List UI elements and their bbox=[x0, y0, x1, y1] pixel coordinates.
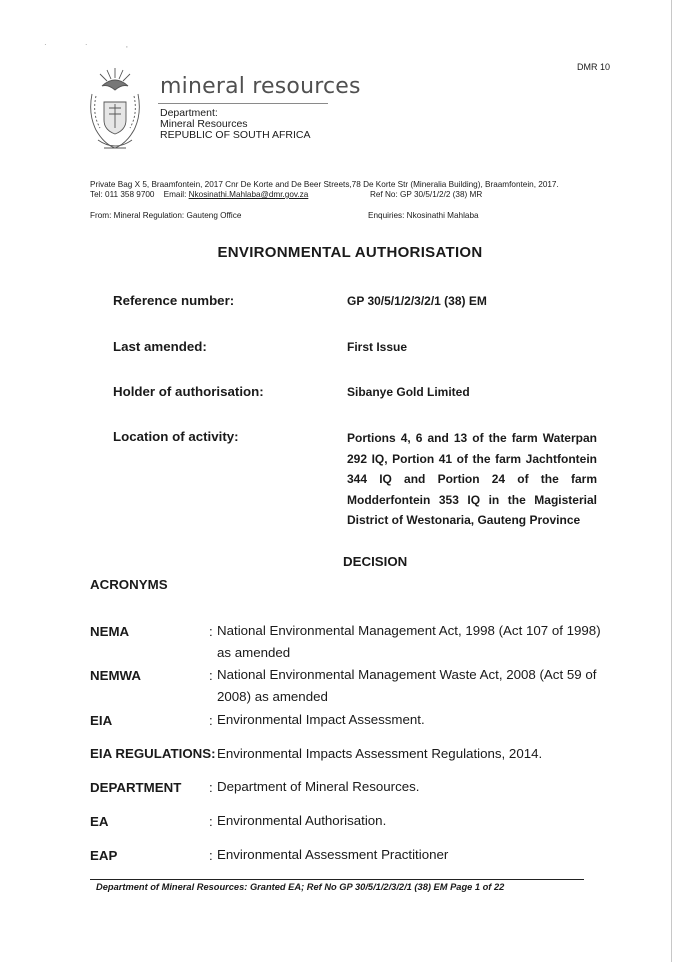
acronym-definition: Environmental Impact Assessment. bbox=[217, 712, 425, 727]
detail-label-holder: Holder of authorisation: bbox=[113, 384, 264, 399]
acronym-definition: Environmental Assessment Practitioner bbox=[217, 847, 449, 862]
brand-divider bbox=[158, 103, 328, 104]
email-link[interactable]: Nkosinathi.Mahlaba@dmr.gov.za bbox=[188, 190, 309, 199]
document-title: ENVIRONMENTAL AUTHORISATION bbox=[217, 244, 483, 261]
acronym-term: EIA bbox=[90, 713, 113, 728]
address-line: Private Bag X 5, Braamfontein, 2017 Cnr De Korte and De Beer Streets,78 De Korte Str (Mineralia Building), Braamfontein, 2017. bbox=[90, 180, 559, 189]
acronym-separator: : bbox=[209, 848, 213, 863]
acronyms-heading: ACRONYMS bbox=[90, 577, 168, 592]
acronym-term: NEMA bbox=[90, 624, 130, 639]
scan-edge bbox=[671, 0, 672, 962]
acronym-separator: : bbox=[209, 814, 213, 829]
reference-number-header: Ref No: GP 30/5/1/2/2 (38) MR bbox=[370, 190, 483, 199]
detail-label-location: Location of activity: bbox=[113, 429, 239, 444]
acronym-term: EAP bbox=[90, 848, 118, 863]
acronym-term: EA bbox=[90, 814, 109, 829]
dept-line-1: Department: bbox=[160, 107, 218, 119]
decision-heading: DECISION bbox=[343, 554, 408, 569]
telephone: Tel: 011 358 9700 bbox=[90, 190, 155, 199]
detail-value-amended: First Issue bbox=[347, 340, 408, 354]
acronym-definition: Environmental Authorisation. bbox=[217, 813, 387, 828]
enquiries: Enquiries: Nkosinathi Mahlaba bbox=[368, 211, 479, 220]
email-label: Email: bbox=[163, 190, 187, 199]
acronym-separator: : bbox=[209, 624, 213, 639]
acronym-definition: National Environmental Management Waste Act, 2008 (Act 59 of 2008) as amended bbox=[217, 667, 597, 704]
contact-block bbox=[90, 180, 559, 200]
coat-of-arms-icon bbox=[82, 64, 148, 156]
brand-wordmark: mineral resources bbox=[160, 74, 361, 99]
dept-line-3: REPUBLIC OF SOUTH AFRICA bbox=[160, 129, 311, 141]
acronym-separator: : bbox=[209, 668, 213, 683]
acronym-definition: Environmental Impacts Assessment Regulations, 2014. bbox=[217, 746, 543, 761]
acronym-term: EIA REGULATIONS: bbox=[90, 746, 216, 761]
dept-line-2: Mineral Resources bbox=[160, 118, 248, 130]
detail-value-reference: GP 30/5/1/2/3/2/1 (38) EM bbox=[347, 294, 487, 308]
page-footer: Department of Mineral Resources: Granted EA; Ref No GP 30/5/1/2/3/2/1 (38) EM Page 1 of 22 bbox=[96, 882, 505, 892]
acronym-separator: : bbox=[209, 780, 213, 795]
acronym-term: DEPARTMENT bbox=[90, 780, 182, 795]
detail-label-amended: Last amended: bbox=[113, 339, 207, 354]
acronym-definition: Department of Mineral Resources. bbox=[217, 779, 420, 794]
acronym-term: NEMWA bbox=[90, 668, 141, 683]
tel-email-line bbox=[90, 190, 559, 200]
department-block bbox=[160, 108, 311, 141]
detail-value-location: Portions 4, 6 and 13 of the farm Waterpan 292 IQ, Portion 41 of the farm Jachtfontein 344 IQ and Portion 24 of the farm Modderfontein 353 IQ in the Magisterial District of Westonaria, Gauteng Province bbox=[347, 431, 597, 527]
from-office: From: Mineral Regulation: Gauteng Office bbox=[90, 211, 242, 220]
scan-specks: · · , bbox=[44, 40, 146, 49]
document-code: DMR 10 bbox=[576, 62, 610, 72]
acronym-separator: : bbox=[209, 713, 213, 728]
acronym-definition: National Environmental Management Act, 1998 (Act 107 of 1998) as amended bbox=[217, 623, 601, 660]
footer-divider bbox=[90, 879, 584, 880]
detail-value-holder: Sibanye Gold Limited bbox=[347, 385, 470, 399]
detail-label-reference: Reference number: bbox=[113, 293, 235, 308]
